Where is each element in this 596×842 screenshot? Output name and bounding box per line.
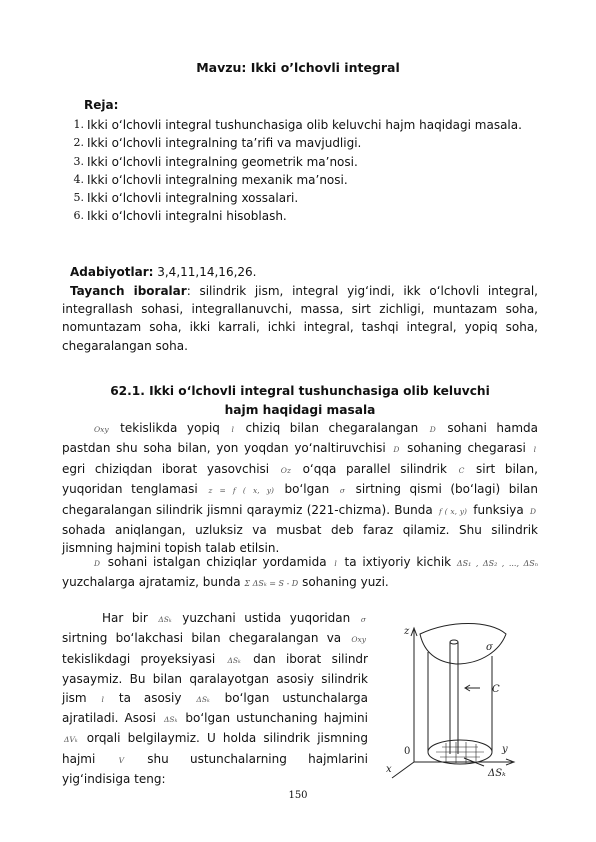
label-origin: 0 <box>404 746 411 757</box>
x-axis <box>392 762 414 778</box>
references-label: Adabiyotlar: <box>70 265 154 279</box>
plan-item: 1. Ikki o‘lchovli integral tushunchasiga olib keluvchi hajm haqidagi masala. <box>73 118 522 132</box>
label-dSk: ΔSₖ <box>488 768 506 779</box>
references-paragraph <box>62 263 538 281</box>
plan-item: 6. Ikki o‘lchovli integralni hisoblash. <box>73 209 287 224</box>
plan-item: 2. Ikki o‘lchovli integralning ta’rifi va mavjudligi. <box>73 136 362 151</box>
key-terms-paragraph <box>62 282 538 355</box>
references-text: 3,4,11,14,16,26. <box>153 265 257 279</box>
label-sigma: σ <box>486 642 493 653</box>
page-title: Mavzu: Ikki o’lchovli integral <box>196 60 400 75</box>
paragraph-partition: D sohani istalgan chiziqlar yordamida l ta ixtiyoriy kichik ΔS₁ , ΔS₂ , ..., ΔSₙ yuzchalarga ajratamiz, bunda Σ ΔSₖ = S ‑ D sohaning yuzi. <box>62 555 538 590</box>
paragraph-problem: Oxy tekislikda yopiq l chiziq bilan chegaralangan D sohani hamda pastdan shu soha bilan, yon yoqdan yo‘naltiruvchisi D sohaning chegarasi l egri chiziqdan iborat yasovchisi Oz o‘qqa parallel silindrik C sirt bilan, yuqoridan tenglamasi z = f ( x, y) bo‘lgan σ sirtning qismi (bo‘lagi) bilan chegaralangan silindrik jismni qaraymiz (221‑chizma). Bunda f ( x, y) funksiya D sohada aniqlangan, uzluksiz va musbat deb faraz qilamiz. Shu silindrik jismning hajmini topish talab etilsin. <box>62 421 539 556</box>
label-C: C <box>492 684 500 695</box>
page-number: 150 <box>288 790 308 801</box>
surface-sigma <box>420 624 506 665</box>
label-y: y <box>502 744 508 755</box>
key-terms-text: : silindrik jism, integral yig‘indi, ikk o‘lchovli integral, integrallash sohasi, integrallanuvchi, massa, sirt zichligi, muntazam soha, nomuntazam soha, ikki karrali, ichki integral, tashqi integral, yopiq soha, chegaralangan soha. <box>62 284 538 353</box>
plan-list <box>62 116 538 226</box>
section-heading: 62.1. Ikki o‘lchovli integral tushunchasiga olib keluvchi hajm haqidagi masala <box>110 384 490 417</box>
paragraph-columns: Har bir ΔSₖ yuzchani ustida yuqoridan σ sirtning bo‘lakchasi bilan chegaralangan va Oxy tekislikdagi proyeksiyasi ΔSₖ dan iborat silindr yasaymiz. Bu bilan qaralayotgan asosiy silindrik jism l ta asosiy ΔSₖ bo‘lgan ustunchalarga ajratiladi. Asosi ΔSₖ bo‘lgan ustunchaning hajmini ΔVₖ orqali belgilaymiz. U holda silindrik jismning hajmi V shu ustunchalarning hajmlarini yig‘indisiga teng: <box>62 611 368 787</box>
key-terms-label: Tayanch iboralar <box>70 284 187 298</box>
label-x: x <box>386 764 392 775</box>
cylinder-figure <box>380 612 540 782</box>
plan-item: 4. Ikki o‘lchovli integralning mexanik ma’nosi. <box>73 172 348 187</box>
base-hatching <box>436 742 484 763</box>
column-top <box>450 640 458 644</box>
label-z: z <box>404 626 410 637</box>
plan-item: 5. Ikki o‘lchovli integralning xossalari. <box>73 191 299 206</box>
plan-heading: Reja: <box>84 98 119 112</box>
plan-item: 3. Ikki o‘lchovli integralning geometrik ma’nosi. <box>73 154 358 169</box>
